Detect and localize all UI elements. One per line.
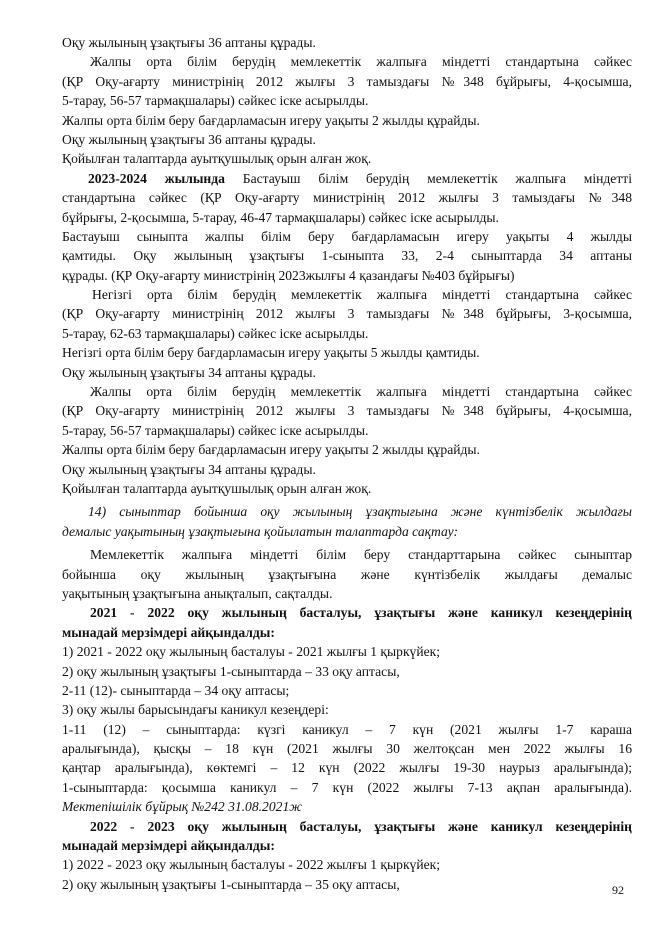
text-line bbox=[62, 52, 632, 71]
line-text: Оқу жылының ұзақтығы 34 аптаны құрады. bbox=[62, 364, 316, 380]
line-text: 1-11 (12) – сыныптарда: күзгі каникул – 7 күн (2021 жылғы 1-7 караша bbox=[62, 721, 632, 737]
line-text: Негізгі орта білім беру бағдарламасын игеру уақыты 5 жылды қамтиды. bbox=[62, 345, 480, 361]
line-text: Жалпы орта білім берудің мемлекеттік жалпыға міндетті стандартына сәйкес bbox=[90, 54, 632, 70]
text-line bbox=[62, 836, 632, 855]
text-line bbox=[62, 739, 632, 758]
text-line bbox=[62, 778, 632, 797]
text-line bbox=[62, 382, 632, 401]
line-text: (ҚР Оқу-ағарту министрінің 2012 жылғы 3 тамыздағы №348 бұйрығы, 3-қосымша, bbox=[62, 306, 632, 322]
line-text: уақытының ұзақтығына анықталып, сақталды. bbox=[62, 585, 333, 601]
line-text: 2021 - 2022 оқу жылының басталуы, ұзақтығы және каникул кезеңдерінің bbox=[90, 605, 632, 621]
text-line bbox=[62, 421, 632, 440]
line-text: бұйрығы, 2-қосымша, 5-тарау, 46-47 тармақшалары) сәйкес іске асырылды. bbox=[62, 209, 499, 225]
line-text: Оқу жылының ұзақтығы 36 аптаны құрады. bbox=[62, 131, 316, 147]
line-text: аралығында), қысқы – 18 күн (2021 жылғы 30 желтоқсан мен 2022 жылғы 16 bbox=[62, 741, 632, 757]
text-line bbox=[62, 797, 632, 816]
line-text: мынадай мерзімдері айқындалды: bbox=[62, 838, 275, 854]
line-text: 5-тарау, 56-57 тармақшалары) сәйкес іске асырылды. bbox=[62, 422, 369, 438]
text-line bbox=[62, 324, 632, 343]
line-text: мынадай мерзімдері айқындалды: bbox=[62, 624, 275, 640]
text-line bbox=[62, 304, 632, 323]
text-line bbox=[62, 603, 632, 622]
text-line bbox=[62, 662, 632, 681]
text-line bbox=[62, 758, 632, 777]
line-text: құрады. (ҚР Оқу-ағарту министрінің 2023жылғы 4 қазандағы №403 бұйрығы) bbox=[62, 267, 515, 283]
text-line bbox=[62, 72, 632, 91]
text-line bbox=[62, 227, 632, 246]
text-line bbox=[62, 700, 632, 719]
line-text: қамтиды. Оқу жылының ұзақтығы 1-сыныпта 33, 2-4 сыныптарда 34 аптаны bbox=[62, 248, 632, 264]
text-line bbox=[62, 208, 632, 227]
text-line bbox=[62, 91, 632, 110]
line-text: Бастауыш білім берудің мемлекеттік жалпыға міндетті bbox=[224, 170, 632, 186]
line-text: 1) 2021 - 2022 оқу жылының басталуы - 2021 жылғы 1 қыркүйек; bbox=[62, 644, 441, 660]
text-line bbox=[62, 855, 632, 874]
text-line bbox=[62, 363, 632, 382]
line-text: Жалпы орта білім берудің мемлекеттік жалпыға міндетті стандартына сәйкес bbox=[90, 384, 632, 400]
text-line bbox=[62, 188, 632, 207]
bold-lead: 2023-2024 жылында bbox=[88, 170, 225, 186]
line-text: 5-тарау, 62-63 тармақшалары) сәйкес іске асырылды. bbox=[62, 325, 369, 341]
line-text: 2-11 (12)- сыныптарда – 34 оқу аптасы; bbox=[62, 682, 290, 698]
line-text: Жалпы орта білім беру бағдарламасын игеру уақыты 2 жылды құрайды. bbox=[62, 112, 480, 128]
line-text: 2) оқу жылының ұзақтығы 1-сыныптарда – 33 оқу аптасы, bbox=[62, 663, 400, 679]
line-text: 1-сыныптарда: қосымша каникул – 7 күн (2022 жылғы 7-13 ақпан аралығында). bbox=[62, 779, 632, 795]
text-line bbox=[62, 502, 632, 521]
line-text: стандартына сәйкес (ҚР Оқу-ағарту министрінің 2012 жылғы 3 тамыздағы №348 bbox=[62, 190, 632, 206]
line-text: Қойылған талаптарда ауытқушылық орын алған жоқ. bbox=[62, 480, 372, 496]
line-text: Бастауыш сыныпта жалпы білім беру бағдарламасын игеру уақыты 4 жылды bbox=[62, 228, 632, 244]
text-line bbox=[62, 460, 632, 479]
text-line bbox=[62, 440, 632, 459]
text-line bbox=[62, 720, 632, 739]
line-text: (ҚР Оқу-ағарту министрінің 2012 жылғы 3 тамыздағы №348 бұйрығы, 4-қосымша, bbox=[62, 403, 632, 419]
text-line bbox=[62, 246, 632, 265]
line-text: Мектепішілік бұйрық №242 31.08.2021ж bbox=[62, 799, 302, 815]
line-text: бойынша оқу жылының ұзақтығына және күнтізбелік жылдағы демалыс bbox=[62, 566, 632, 582]
text-line bbox=[62, 545, 632, 564]
text-line bbox=[62, 149, 632, 168]
text-line bbox=[62, 111, 632, 130]
line-text: Оқу жылының ұзақтығы 36 аптаны құрады. bbox=[62, 35, 316, 50]
line-text: Қойылған талаптарда ауытқушылық орын алған жоқ. bbox=[62, 151, 372, 167]
line-text: Жалпы орта білім беру бағдарламасын игеру уақыты 2 жылды құрайды. bbox=[62, 442, 480, 458]
text-line bbox=[62, 565, 632, 584]
line-text: 2022 - 2023 оқу жылының басталуы, ұзақтығы және каникул кезеңдерінің bbox=[90, 818, 632, 834]
text-line bbox=[62, 642, 632, 661]
text-line bbox=[62, 266, 632, 285]
text-line bbox=[62, 33, 632, 52]
page-number: 92 bbox=[612, 883, 624, 897]
text-line bbox=[62, 522, 632, 541]
line-text: 5-тарау, 56-57 тармақшалары) сәйкес іске асырылды. bbox=[62, 93, 369, 109]
line-text: (ҚР Оқу-ағарту министрінің 2012 жылғы 3 тамыздағы №348 бұйрығы, 4-қосымша, bbox=[62, 73, 632, 89]
line-text: 3) оқу жылы барысындағы каникул кезеңдері: bbox=[62, 702, 329, 718]
text-line bbox=[62, 479, 632, 498]
text-line bbox=[62, 623, 632, 642]
line-text: 2) оқу жылының ұзақтығы 1-сыныптарда – 35 оқу аптасы, bbox=[62, 876, 400, 892]
text-line bbox=[62, 130, 632, 149]
line-text: Оқу жылының ұзақтығы 34 аптаны құрады. bbox=[62, 461, 316, 477]
line-text: Негізгі орта білім берудің мемлекеттік жалпыға міндетті стандартына сәйкес bbox=[92, 287, 632, 303]
text-line bbox=[62, 817, 632, 836]
text-line bbox=[62, 875, 632, 894]
line-text: 1) 2022 - 2023 оқу жылының басталуы - 2022 жылғы 1 қыркүйек; bbox=[62, 857, 441, 873]
line-text: Мемлекеттік жалпыға міндетті білім беру стандарттарына сәйкес сыныптар bbox=[90, 547, 632, 563]
text-line bbox=[62, 584, 632, 603]
document-page bbox=[62, 33, 632, 894]
line-text: 14) сыныптар бойынша оқу жылының ұзақтығына және күнтізбелік жылдағы bbox=[88, 504, 632, 520]
text-line bbox=[62, 169, 632, 188]
text-line bbox=[62, 343, 632, 362]
text-line bbox=[62, 681, 632, 700]
text-line bbox=[62, 285, 632, 304]
line-text: демалыс уақытының ұзақтығына қойылатын талаптарда сақтау: bbox=[62, 523, 458, 539]
line-text: қаңтар аралығында), көктемгі – 12 күн (2022 жылғы 19-30 наурыз аралығында); bbox=[62, 760, 632, 776]
text-line bbox=[62, 401, 632, 420]
